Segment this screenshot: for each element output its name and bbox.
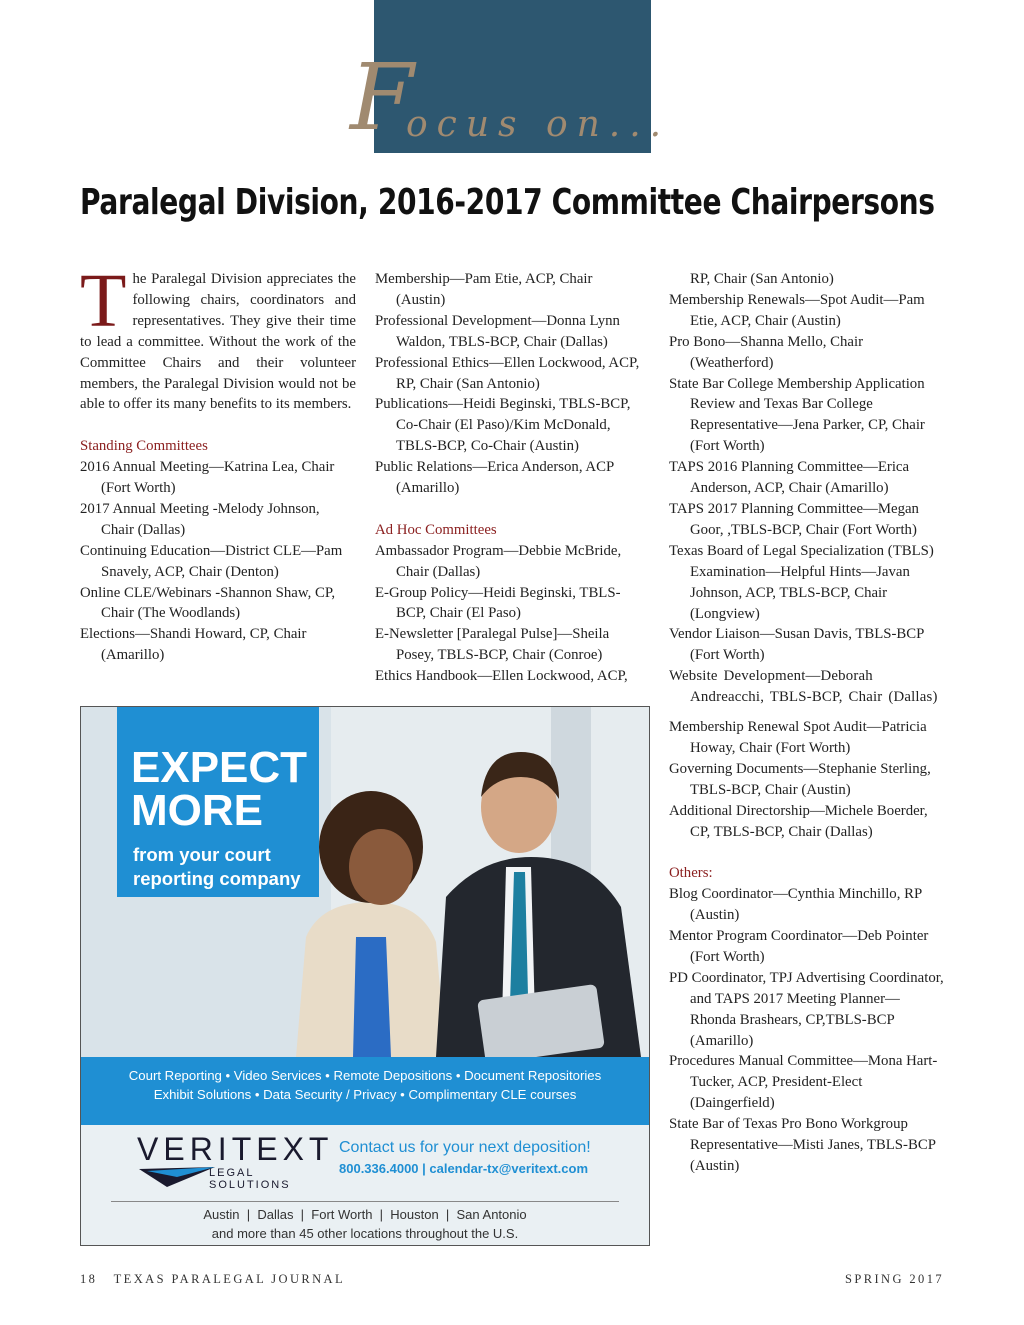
list-item: E-Group Policy—Heidi Beginski, TBLS-BCP, Chair (El Paso) [375, 584, 621, 622]
list-item: Texas Board of Legal Specialization (TBLS) Examination—Helpful Hints—Javan Johnson, ACP, TBLS-BCP, Chair (Longview) [669, 542, 934, 622]
intro-paragraph [80, 259, 356, 415]
focus-text: ocus on... [406, 104, 671, 145]
list-item: Publications—Heidi Beginski, TBLS-BCP, Co-Chair (El Paso)/Kim McDonald, TBLS-BCP, Co-Chair (Austin) [375, 396, 631, 455]
ad-subhead: from your court reporting company [133, 844, 301, 889]
list-item: TAPS 2016 Planning Committee—Erica Anderson, ACP, Chair (Amarillo) [669, 459, 910, 497]
ad-divider [111, 1201, 619, 1202]
list-item: E-Newsletter [Paralegal Pulse]—Sheila Posey, TBLS-BCP, Chair (Conroe) [375, 626, 610, 664]
ad-headline-1: EXPECT [131, 743, 308, 792]
focus-on-script [336, 44, 676, 172]
standing-committees-heading: Standing Committees [80, 438, 208, 455]
focus-initial: F [350, 44, 414, 151]
list-item: Professional Development—Donna Lynn Waldon, TBLS-BCP, Chair (Dallas) [375, 312, 620, 350]
list-item: 2016 Annual Meeting—Katrina Lea, Chair (Fort Worth) [80, 459, 335, 497]
list-item: Ethics Handbook—Ellen Lockwood, ACP, [375, 668, 628, 685]
ad-services-line-1: Court Reporting • Video Services • Remote Depositions • Document Repositories [128, 1068, 602, 1083]
list-item: Online CLE/Webinars -Shannon Shaw, CP, Chair (The Woodlands) [80, 584, 336, 622]
others-heading: Others: [669, 865, 713, 882]
ad-headline-box [117, 707, 319, 897]
list-item: Mentor Program Coordinator—Deb Pointer (Fort Worth) [669, 928, 929, 965]
column-2 [375, 269, 645, 687]
list-item: Website Development—Deborah Andreacchi, TBLS-BCP, Chair (Dallas) [669, 668, 938, 706]
list-item: Membership Renewals—Spot Audit—Pam Etie, ACP, Chair (Austin) [669, 291, 925, 329]
list-item: Pro Bono—Shanna Mello, Chair (Weatherford) [669, 333, 863, 371]
list-item: Elections—Shandi Howard, CP, Chair (Amarillo) [80, 626, 307, 664]
column-3 [669, 269, 945, 708]
footer-issue: SPRING 2017 [845, 1272, 944, 1286]
list-item: PD Coordinator, TPJ Advertising Coordinator, and TAPS 2017 Meeting Planner—Rhonda Brashears, CP,TBLS-BCP (Amarillo) [669, 969, 944, 1049]
list-item: Vendor Liaison—Susan Davis, TBLS-BCP (Fort Worth) [669, 626, 924, 664]
list-item: State Bar of Texas Pro Bono Workgroup Representative—Misti Janes, TBLS-BCP (Austin) [669, 1116, 936, 1175]
list-item: Blog Coordinator—Cynthia Minchillo, RP (Austin) [669, 886, 922, 924]
list-item: Membership Renewal Spot Audit—Patricia Howay, Chair (Fort Worth) [669, 719, 927, 756]
logo-swoosh-icon [137, 1165, 217, 1189]
list-item-continued: RP, Chair (San Antonio) [690, 271, 834, 287]
ad-locations-more: and more than 45 other locations throughout the U.S. [211, 1226, 519, 1241]
column-3-lower [669, 717, 945, 1177]
intro-text: he Paralegal Division appreciates the following chairs, coordinators and representatives. They give their time to lead a committee. Without the work of the Committee Chairs and their volunteer members, the Paralegal Division would not be able to offer its many benefits to its members. [80, 271, 356, 413]
ad-phone-email[interactable]: 800.336.4000 | calendar-tx@veritext.com [339, 1161, 589, 1176]
veritext-advertisement [80, 706, 650, 1246]
ad-locations: Austin | Dallas | Fort Worth | Houston | San Antonio [203, 1207, 527, 1222]
ad-headline-2: MORE [131, 786, 263, 835]
list-item: Public Relations—Erica Anderson, ACP (Amarillo) [375, 459, 614, 497]
logo-subtitle: LEGAL SOLUTIONS [209, 1167, 291, 1191]
logo-brand: VERITEXT [137, 1131, 334, 1167]
list-item: Additional Directorship—Michele Boerder, CP, TBLS-BCP, Chair (Dallas) [669, 802, 928, 840]
list-item: Procedures Manual Committee—Mona Hart-Tucker, ACP, President-Elect (Daingerfield) [669, 1053, 938, 1112]
list-item: 2017 Annual Meeting -Melody Johnson, Chair (Dallas) [80, 500, 320, 538]
list-item: State Bar College Membership Application Review and Texas Bar College Representative—Jena Parker, CP, Chair (Fort Worth) [669, 375, 925, 455]
drop-cap: T [80, 259, 127, 343]
ad-services-line-2: Exhibit Solutions • Data Security / Privacy • Complimentary CLE courses [153, 1087, 577, 1102]
veritext-logo [137, 1131, 337, 1191]
footer-page-label: 18 TEXAS PARALEGAL JOURNAL [80, 1272, 346, 1286]
page-title: Paralegal Division, 2016-2017 Committee Chairpersons [80, 182, 935, 223]
list-item: TAPS 2017 Planning Committee—Megan Goor, ,TBLS-BCP, Chair (Fort Worth) [669, 500, 919, 538]
list-item: Professional Ethics—Ellen Lockwood, ACP, RP, Chair (San Antonio) [375, 354, 640, 392]
list-item: Continuing Education—District CLE—Pam Snavely, ACP, Chair (Denton) [80, 542, 343, 580]
adhoc-committees-heading: Ad Hoc Committees [375, 521, 497, 538]
ad-services-bar [81, 1057, 649, 1125]
list-item: Ambassador Program—Debbie McBride, Chair (Dallas) [375, 542, 622, 580]
list-item: Membership—Pam Etie, ACP, Chair (Austin) [375, 271, 593, 308]
ad-contact-text: Contact us for your next deposition! [339, 1139, 591, 1156]
list-item: Governing Documents—Stephanie Sterling, TBLS-BCP, Chair (Austin) [669, 760, 931, 798]
column-1 [80, 259, 356, 666]
